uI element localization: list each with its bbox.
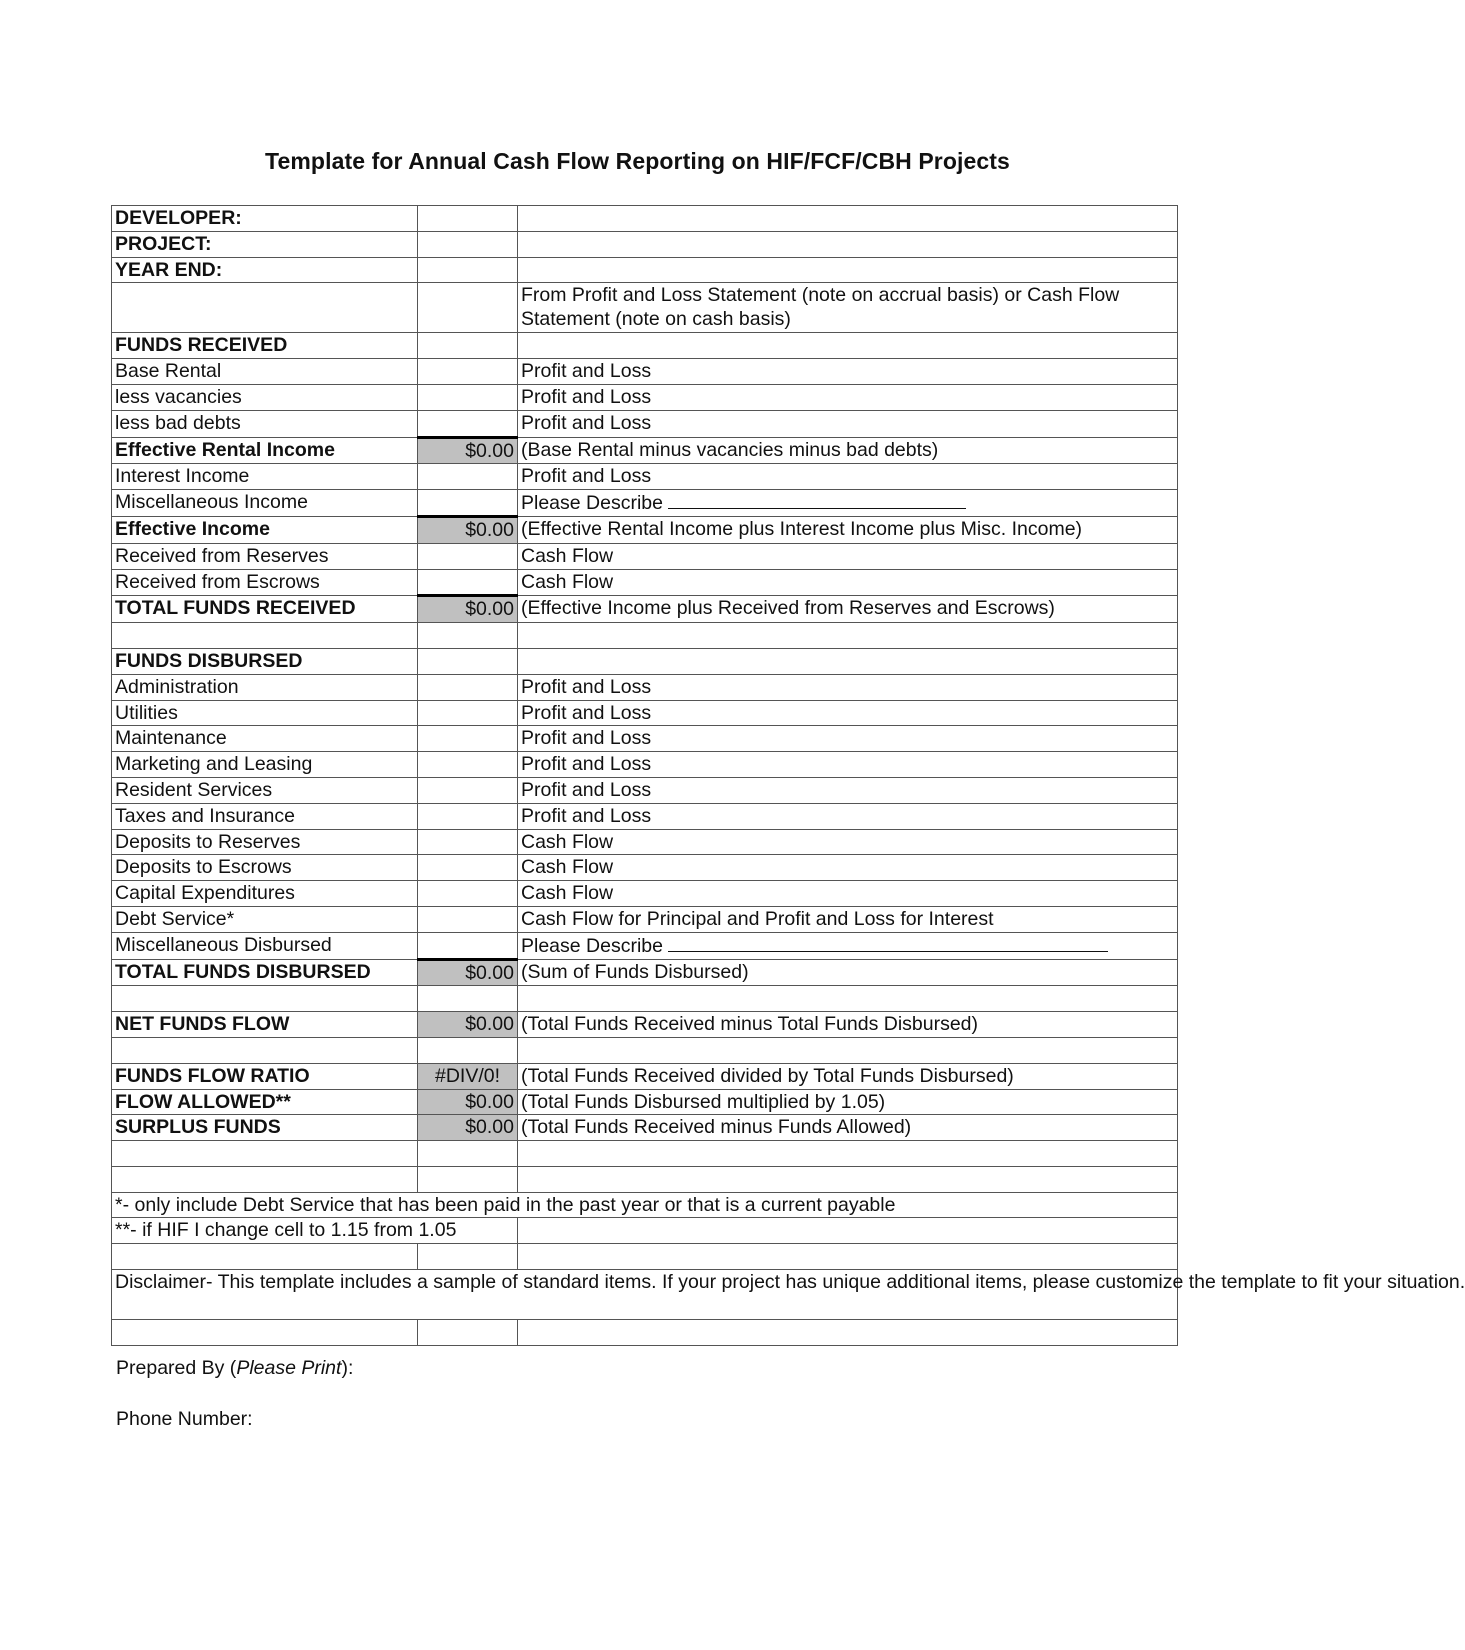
blank-cell: [418, 986, 518, 1012]
disbursed-item-label: Miscellaneous Disbursed: [112, 932, 418, 959]
blank-cell: [112, 1141, 418, 1167]
received-escrows-source: Cash Flow: [518, 569, 1178, 596]
blank-cell: [418, 333, 518, 359]
received-escrows-label: Received from Escrows: [112, 569, 418, 596]
table-row: [112, 855, 1178, 881]
interest-income-field[interactable]: [418, 464, 518, 490]
blank-cell: [518, 333, 1178, 359]
funds-flow-ratio-value: #DIV/0!: [418, 1063, 518, 1089]
effective-income-value: $0.00: [418, 516, 518, 543]
received-reserves-label: Received from Reserves: [112, 543, 418, 569]
net-funds-flow-label: NET FUNDS FLOW: [112, 1012, 418, 1038]
misc-disbursed-source[interactable]: [518, 932, 1178, 959]
disbursed-item-field[interactable]: [418, 932, 518, 959]
disbursed-item-field[interactable]: [418, 906, 518, 932]
less-vacancies-source: Profit and Loss: [518, 384, 1178, 410]
blank-cell: [518, 1037, 1178, 1063]
page-title: Template for Annual Cash Flow Reporting on HIF/FCF/CBH Projects: [265, 148, 1010, 174]
disbursed-item-label: Utilities: [112, 700, 418, 726]
table-row: [112, 543, 1178, 569]
blank-cell: [518, 1141, 1178, 1167]
disbursed-item-source: Cash Flow: [518, 829, 1178, 855]
blank-cell: [518, 1244, 1178, 1270]
table-row: [112, 1012, 1178, 1038]
received-reserves-field[interactable]: [418, 543, 518, 569]
table-row: [112, 1218, 1178, 1244]
blank-cell: [518, 623, 1178, 649]
net-funds-flow-value: $0.00: [418, 1012, 518, 1038]
funds-disbursed-heading: FUNDS DISBURSED: [112, 648, 418, 674]
disbursed-item-field[interactable]: [418, 881, 518, 907]
year-end-value[interactable]: [518, 257, 1178, 283]
disclaimer: Disclaimer- This template includes a sample of standard items. If your project has unique additional items, please customize the template to fit your situation.: [112, 1270, 1178, 1320]
disbursed-item-field[interactable]: [418, 855, 518, 881]
table-row: [112, 384, 1178, 410]
total-funds-disbursed-label: TOTAL FUNDS DISBURSED: [112, 959, 418, 986]
disbursed-item-source: Profit and Loss: [518, 726, 1178, 752]
less-vacancies-field[interactable]: [418, 384, 518, 410]
blank-cell: [418, 283, 518, 333]
blank-cell: [112, 986, 418, 1012]
surplus-funds-value: $0.00: [418, 1115, 518, 1141]
table-row: [112, 206, 1178, 232]
blank-cell: [418, 1320, 518, 1346]
misc-income-describe: Please Describe: [521, 492, 663, 515]
cash-flow-table: [111, 205, 1465, 1346]
table-row: [112, 464, 1178, 490]
disbursed-item-source: Cash Flow: [518, 881, 1178, 907]
table-row: [112, 1320, 1178, 1346]
funds-received-heading: FUNDS RECEIVED: [112, 333, 418, 359]
disbursed-item-label: Deposits to Escrows: [112, 855, 418, 881]
year-end-field[interactable]: [418, 257, 518, 283]
table-row: [112, 906, 1178, 932]
table-row: [112, 623, 1178, 649]
table-row: [112, 648, 1178, 674]
table-row: [112, 1270, 1178, 1320]
flow-allowed-label: FLOW ALLOWED**: [112, 1089, 418, 1115]
disbursed-item-label: Capital Expenditures: [112, 881, 418, 907]
received-escrows-field[interactable]: [418, 569, 518, 596]
disbursed-item-label: Administration: [112, 674, 418, 700]
table-row: [112, 1141, 1178, 1167]
project-label: PROJECT:: [112, 231, 418, 257]
table-row: [112, 516, 1178, 543]
table-row: [112, 881, 1178, 907]
source-note: From Profit and Loss Statement (note on accrual basis) or Cash Flow Statement (note on cash basis): [518, 283, 1178, 333]
blank-cell: [112, 283, 418, 333]
misc-income-label: Miscellaneous Income: [112, 490, 418, 517]
interest-income-label: Interest Income: [112, 464, 418, 490]
disbursed-item-source: Profit and Loss: [518, 777, 1178, 803]
table-row: [112, 1192, 1178, 1218]
total-funds-received-note: (Effective Income plus Received from Reserves and Escrows): [518, 596, 1178, 623]
project-value[interactable]: [518, 231, 1178, 257]
table-row: [112, 283, 1178, 333]
table-row: [112, 437, 1178, 464]
footnote-single-star: *- only include Debt Service that has been paid in the past year or that is a current payable: [112, 1192, 1178, 1218]
total-funds-disbursed-value: $0.00: [418, 959, 518, 986]
table-row: [112, 726, 1178, 752]
net-funds-flow-note: (Total Funds Received minus Total Funds Disbursed): [518, 1012, 1178, 1038]
total-funds-received-label: TOTAL FUNDS RECEIVED: [112, 596, 418, 623]
effective-income-label: Effective Income: [112, 516, 418, 543]
blank-cell: [418, 1244, 518, 1270]
table-row: [112, 752, 1178, 778]
blank-cell: [112, 1166, 418, 1192]
blank-cell: [112, 1244, 418, 1270]
footnote-double-star: **- if HIF I change cell to 1.15 from 1.05: [112, 1218, 518, 1244]
prepared-by-label: Prepared By (: [116, 1357, 237, 1379]
flow-allowed-value: $0.00: [418, 1089, 518, 1115]
developer-field[interactable]: [418, 206, 518, 232]
blank-cell: [112, 1320, 418, 1346]
table-row: [112, 803, 1178, 829]
table-row: [112, 1166, 1178, 1192]
table-row: [112, 257, 1178, 283]
disbursed-item-label: Taxes and Insurance: [112, 803, 418, 829]
misc-income-source[interactable]: [518, 490, 1178, 517]
table-row: [112, 777, 1178, 803]
table-row: [112, 959, 1178, 986]
blank-cell: [518, 986, 1178, 1012]
base-rental-source: Profit and Loss: [518, 359, 1178, 385]
table-row: [112, 1063, 1178, 1089]
effective-rental-income-note: (Base Rental minus vacancies minus bad debts): [518, 437, 1178, 464]
disbursed-item-label: Deposits to Reserves: [112, 829, 418, 855]
table-row: [112, 986, 1178, 1012]
blank-cell: [112, 1037, 418, 1063]
less-vacancies-label: less vacancies: [112, 384, 418, 410]
table-row: [112, 1244, 1178, 1270]
blank-cell: [112, 623, 418, 649]
table-row: [112, 829, 1178, 855]
disbursed-item-field[interactable]: [418, 674, 518, 700]
funds-flow-ratio-label: FUNDS FLOW RATIO: [112, 1063, 418, 1089]
disbursed-item-source: Profit and Loss: [518, 803, 1178, 829]
interest-income-source: Profit and Loss: [518, 464, 1178, 490]
surplus-funds-label: SURPLUS FUNDS: [112, 1115, 418, 1141]
prepared-by-line: [116, 1357, 353, 1380]
blank-cell: [518, 1166, 1178, 1192]
disbursed-item-source: Profit and Loss: [518, 700, 1178, 726]
blank-cell: [418, 1166, 518, 1192]
disbursed-item-source: Profit and Loss: [518, 752, 1178, 778]
blank-cell: [518, 1320, 1178, 1346]
disbursed-item-source: Cash Flow for Principal and Profit and Loss for Interest: [518, 906, 1178, 932]
table-row: [112, 596, 1178, 623]
disbursed-item-field[interactable]: [418, 700, 518, 726]
surplus-funds-note: (Total Funds Received minus Funds Allowed): [518, 1115, 1178, 1141]
phone-number-label: Phone Number:: [116, 1408, 253, 1430]
less-bad-debts-label: less bad debts: [112, 410, 418, 437]
disbursed-item-source: Profit and Loss: [518, 674, 1178, 700]
describe-underline[interactable]: [668, 933, 1108, 952]
blank-cell: [418, 1141, 518, 1167]
less-bad-debts-source: Profit and Loss: [518, 410, 1178, 437]
table-row: [112, 674, 1178, 700]
base-rental-field[interactable]: [418, 359, 518, 385]
table-row: [112, 359, 1178, 385]
table-row: [112, 1089, 1178, 1115]
table-row: [112, 333, 1178, 359]
blank-cell: [418, 623, 518, 649]
misc-disbursed-describe: Please Describe: [521, 934, 663, 957]
developer-value[interactable]: [518, 206, 1178, 232]
disbursed-item-label: Maintenance: [112, 726, 418, 752]
effective-rental-income-value: $0.00: [418, 437, 518, 464]
prepared-by-close: ):: [341, 1357, 354, 1379]
table-row: [112, 700, 1178, 726]
describe-underline[interactable]: [668, 490, 966, 509]
total-funds-disbursed-note: (Sum of Funds Disbursed): [518, 959, 1178, 986]
disbursed-item-label: Debt Service*: [112, 906, 418, 932]
table-row: [112, 410, 1178, 437]
blank-cell: [418, 648, 518, 674]
table-row: [112, 569, 1178, 596]
base-rental-label: Base Rental: [112, 359, 418, 385]
received-reserves-source: Cash Flow: [518, 543, 1178, 569]
table-row: [112, 1115, 1178, 1141]
disbursed-item-source: Cash Flow: [518, 855, 1178, 881]
effective-income-note: (Effective Rental Income plus Interest Income plus Misc. Income): [518, 516, 1178, 543]
disbursed-item-field[interactable]: [418, 726, 518, 752]
blank-cell: [418, 1037, 518, 1063]
disbursed-item-label: Resident Services: [112, 777, 418, 803]
misc-income-field[interactable]: [418, 490, 518, 517]
table-row: [112, 932, 1178, 959]
funds-flow-ratio-note: (Total Funds Received divided by Total Funds Disbursed): [518, 1063, 1178, 1089]
table-row: [112, 231, 1178, 257]
flow-allowed-note: (Total Funds Disbursed multiplied by 1.05): [518, 1089, 1178, 1115]
year-end-label: YEAR END:: [112, 257, 418, 283]
please-print-label: Please Print: [236, 1357, 342, 1379]
disbursed-item-label: Marketing and Leasing: [112, 752, 418, 778]
blank-cell: [518, 1218, 1178, 1244]
less-bad-debts-field[interactable]: [418, 410, 518, 437]
table-row: [112, 1037, 1178, 1063]
total-funds-received-value: $0.00: [418, 596, 518, 623]
disbursed-item-field[interactable]: [418, 777, 518, 803]
disbursed-item-field[interactable]: [418, 829, 518, 855]
table-row: [112, 490, 1178, 517]
effective-rental-income-label: Effective Rental Income: [112, 437, 418, 464]
project-field[interactable]: [418, 231, 518, 257]
developer-label: DEVELOPER:: [112, 206, 418, 232]
disbursed-item-field[interactable]: [418, 803, 518, 829]
blank-cell: [518, 648, 1178, 674]
disbursed-item-field[interactable]: [418, 752, 518, 778]
